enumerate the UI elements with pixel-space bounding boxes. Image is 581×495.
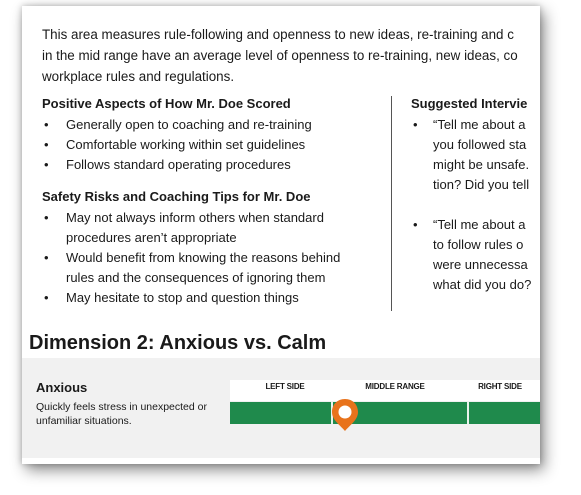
interview-heading: Suggested Intervie [411, 96, 528, 111]
positive-list [42, 115, 402, 175]
positive-heading: Positive Aspects of How Mr. Doe Scored [42, 96, 291, 111]
intro-line-3: workplace rules and regulations. [42, 69, 235, 84]
scale-tick-right [467, 402, 469, 424]
left-column [42, 94, 402, 308]
safety-heading: Safety Risks and Coaching Tips for Mr. Doe [42, 189, 311, 204]
column-divider [391, 96, 392, 311]
list-item: • Generally open to coaching and re-training [42, 115, 402, 135]
safety-list [42, 208, 402, 308]
score-marker-center [339, 406, 352, 419]
segment-middle-label: MIDDLE RANGE [365, 382, 425, 391]
scale-label: Anxious [36, 380, 88, 395]
intro-line-2: in the mid range have an average level of openness to re-training, new ideas, co [42, 48, 518, 63]
list-item: • May hesitate to stop and question things [42, 288, 402, 308]
list-item: • Would benefit from knowing the reasons behind rules and the consequences of ignoring them [42, 248, 402, 288]
scale-bar [230, 402, 540, 424]
score-marker-icon [331, 398, 359, 432]
report-page [22, 6, 540, 464]
interview-list [411, 115, 540, 295]
right-column [411, 94, 540, 295]
intro-line-1: This area measures rule-following and openness to new ideas, re-training and c [42, 27, 514, 42]
segment-right-label: RIGHT SIDE [478, 382, 522, 391]
dimension-title: Dimension 2: Anxious vs. Calm [29, 332, 327, 354]
list-item: • Follows standard operating procedures [42, 155, 402, 175]
list-item: • “Tell me about a to follow rules o were unnecessa what did you do? [411, 215, 540, 295]
intro-paragraph [42, 24, 540, 87]
scale-description: Quickly feels stress in unexpected or unfamiliar situations. [36, 401, 207, 427]
list-item: • “Tell me about a you followed sta might be unsafe. tion? Did you tell [411, 115, 540, 195]
segment-left-label: LEFT SIDE [265, 382, 305, 391]
list-item: • Comfortable working within set guidelines [42, 135, 402, 155]
list-item: • May not always inform others when standard procedures aren’t appropriate [42, 208, 402, 248]
